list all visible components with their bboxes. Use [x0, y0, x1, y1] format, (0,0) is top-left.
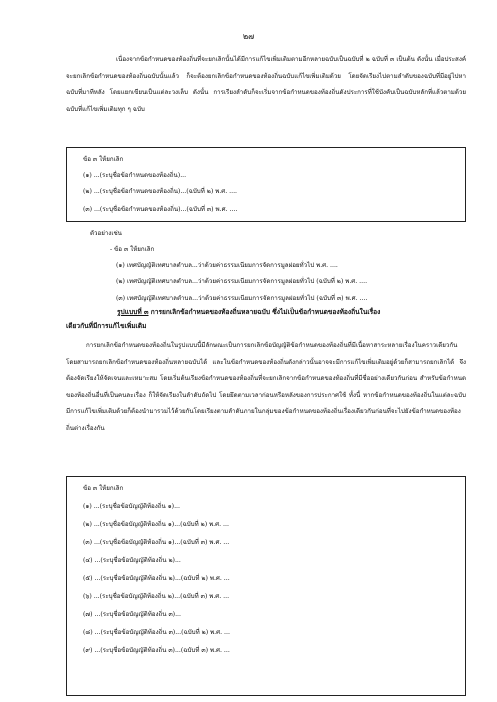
example-item: (๓) เทศบัญญัติเทศบาลตำบล...ว่าด้วยค่าธรรมเนียมการจัดการมูลฝอยทั่วไป (ฉบับที่ ๓) พ.ศ. .... [116, 295, 368, 302]
clause-box-2-item: (๖) ...(ระบุชื่อข้อบัญญัติท้องถิ่น ๒)...(ฉบับที่ ๓) พ.ศ. ... [83, 593, 230, 600]
example-label: ตัวอย่างเช่น [90, 230, 122, 237]
clause-box-1 [66, 147, 466, 222]
example-item: (๑) เทศบัญญัติเทศบาลตำบล...ว่าด้วยค่าธรรมเนียมการจัดการมูลฝอยทั่วไป พ.ศ. .... [116, 262, 338, 269]
intro-paragraph: เนื่องจากข้อกำหนดของท้องถิ่นที่จะยกเลิกนั้นได้มีการแก้ไขเพิ่มเติมตามอีกหลายฉบับเป็นฉบับที่ ๒ ฉบับที่ ๓ เป็นต้น ดังนั้น เมื่อประสงค์จะยกเลิกข้อกำหนดของท้องถิ่นฉบับนั้นแล้ว ก็จะต้องยกเลิกข้อกำหนดของท้องถิ่นฉบับแก้ไขเพิ่มเติมด้วย โดยจัดเรียงไปตามลำดับของฉบับที่มีอยู่ไปหาฉบับที่มาทีหลัง โดยแยกเขียนเป็นแต่ละวงเล็บ ดังนั้น การเรียงลำดับก็จะเริ่มจากข้อกำหนดของท้องถิ่นดังประการที่ใช้บังคับเป็นฉบับหลักที่แล้วตามด้วยฉบับที่แก้ไขเพิ่มเติมทุก ๆ ฉบับ [66, 56, 466, 113]
clause-box-1-item: (๒) ...(ระบุชื่อข้อกำหนดของท้องถิ่น)...(ฉบับที่ ๒) พ.ศ. .... [83, 188, 238, 195]
clause-box-1-item: (๓) ...(ระบุชื่อข้อกำหนดของท้องถิ่น)...(ฉบับที่ ๓) พ.ศ. .... [83, 206, 238, 213]
section-heading-prefix: รูปแบบที่ ๓ [117, 308, 149, 316]
clause-box-2-item: (๘) ...(ระบุชื่อข้อบัญญัติท้องถิ่น ๓)...(ฉบับที่ ๒) พ.ศ. ... [83, 629, 230, 636]
clause-box-2-item: (๗) ...(ระบุชื่อข้อบัญญัติท้องถิ่น ๓)... [83, 611, 181, 618]
clause-box-2 [66, 476, 466, 696]
clause-box-2-item: (๕) ...(ระบุชื่อข้อบัญญัติท้องถิ่น ๒)...(ฉบับที่ ๒) พ.ศ. ... [83, 575, 230, 582]
body-paragraph-2: การยกเลิกข้อกำหนดของท้องถิ่นในรูปแบบนี้มีลักษณะเป็นการยกเลิกข้อบัญญัติข้อกำหนดของท้องถิ่นที่มีเนื้อหาสาระหลายเรื่องในคราวเดียวกันโดยสามารถยกเลิกข้อกำหนดของท้องถิ่นหลายฉบับได้ และในข้อกำหนดของท้องถิ่นดังกล่าวนั้นอาจจะมีการแก้ไขเพิ่มเติมอยู่ด้วยก็สามารถยกเลิกได้ จึงต้องจัดเรียงให้จัดเจนและเหมาะสม โดยเริ่มต้นเรียงข้อกำหนดของท้องถิ่นที่จะยกเลิกจากข้อกำหนดของท้องถิ่นที่มีชื่ออย่างเดียวกันก่อน สำหรับข้อกำหนดของท้องถิ่นอื่นที่เป็นคนละเรื่อง ก็ให้จัดเรียงในลำดับถัดไป โดยยึดตามเวลาก่อนหรือหลังของการประกาศใช้ ทั้งนี้ หากข้อกำหนดของท้องถิ่นในแต่ละฉบับมีการแก้ไขเพิ่มเติมด้วยก็ต้องนำมารวมไว้ด้วยกันโดยเรียงตามลำดับภายในกลุ่มของข้อกำหนดของท้องถิ่นเรื่องเดียวกันก่อนที่จะไปยังข้อกำหนดของท้องถิ่นต่างเรื่องกัน [66, 342, 466, 432]
section-heading-line2: เดียวกันที่มีการแก้ไขเพิ่มเติม [66, 322, 147, 330]
example-item: (๒) เทศบัญญัติเทศบาลตำบล...ว่าด้วยค่าธรรมเนียมการจัดการมูลฝอยทั่วไป (ฉบับที่ ๒) พ.ศ. .... [116, 278, 368, 285]
section-heading [117, 306, 380, 317]
clause-box-2-item: (๑) ...(ระบุชื่อข้อบัญญัติท้องถิ่น ๑)... [83, 503, 180, 510]
clause-box-2-item: (๒) ...(ระบุชื่อข้อบัญญัติท้องถิ่น ๑)...(ฉบับที่ ๒) พ.ศ. ... [83, 521, 229, 528]
clause-box-2-item: (๓) ...(ระบุชื่อข้อบัญญัติท้องถิ่น ๑)...(ฉบับที่ ๓) พ.ศ. ... [83, 539, 230, 546]
section-heading-title: การยกเลิกข้อกำหนดของท้องถิ่นหลายฉบับ ซึ่งไม่เป็นข้อกำหนดของท้องถิ่นในเรื่อง [148, 308, 381, 316]
clause-box-2-title: ข้อ ๓ ให้ยกเลิก [83, 485, 124, 492]
example-clause: - ข้อ ๓ ให้ยกเลิก [110, 246, 155, 253]
clause-box-1-title: ข้อ ๓ ให้ยกเลิก [83, 156, 124, 163]
page-number: ๒๗ [242, 32, 255, 41]
clause-box-2-item: (๔) ...(ระบุชื่อข้อบัญญัติท้องถิ่น ๒)... [83, 557, 181, 564]
clause-box-1-item: (๑) ...(ระบุชื่อข้อกำหนดของท้องถิ่น)... [83, 172, 187, 179]
clause-box-2-item: (๙) ...(ระบุชื่อข้อบัญญัติท้องถิ่น ๓)...(ฉบับที่ ๓) พ.ศ. ... [83, 647, 230, 654]
